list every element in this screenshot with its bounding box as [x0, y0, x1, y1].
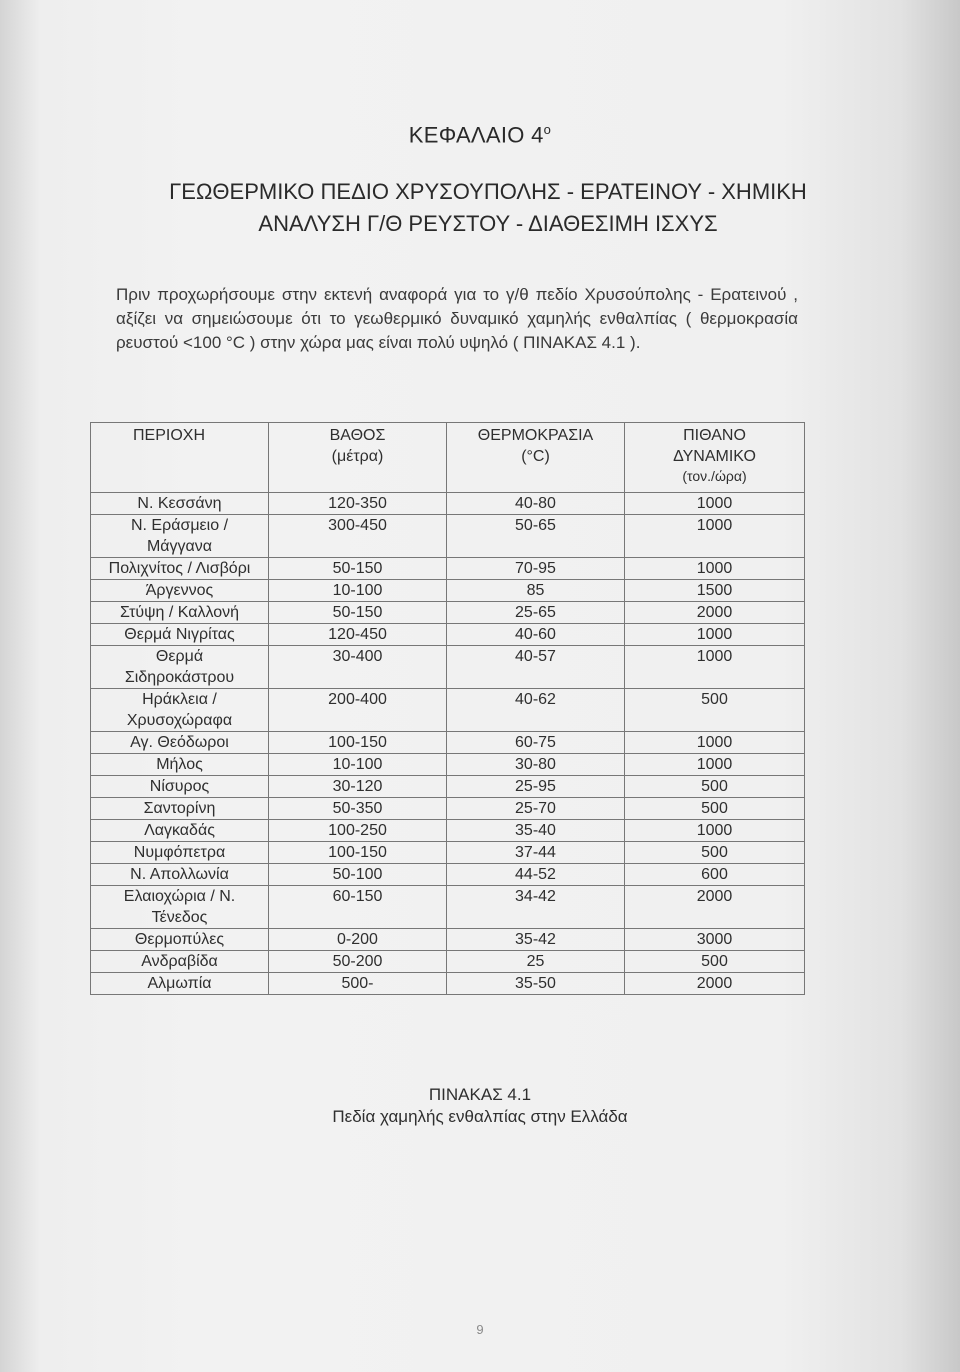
table-body [91, 493, 805, 995]
header-potential-line1: ΠΙΘΑΝΟ [683, 427, 746, 444]
temperature-cell: 34-42 [447, 886, 625, 929]
area-cell: Ν. Εράσμειο / Μάγγανα [91, 515, 269, 558]
header-potential [625, 423, 805, 493]
temperature-cell: 40-80 [447, 493, 625, 515]
area-cell: Μήλος [91, 754, 269, 776]
table-row [91, 624, 805, 646]
header-depth-line1: ΒΑΘΟΣ [329, 427, 386, 444]
area-cell: Λαγκαδάς [91, 820, 269, 842]
temperature-cell: 40-57 [447, 646, 625, 689]
temperature-cell: 85 [447, 580, 625, 602]
table-row [91, 929, 805, 951]
table-row [91, 754, 805, 776]
potential-cell: 500 [625, 689, 805, 732]
area-cell: Αγ. Θεόδωροι [91, 732, 269, 754]
table-row [91, 580, 805, 602]
potential-cell: 1000 [625, 624, 805, 646]
depth-cell: 500- [269, 973, 447, 995]
table-caption-text: Πεδία χαμηλής ενθαλπίας στην Ελλάδα [332, 1107, 628, 1126]
table-row [91, 602, 805, 624]
header-area-line1: ΠΕΡΙΟΧΗ [133, 427, 206, 444]
potential-cell: 2000 [625, 602, 805, 624]
potential-cell: 1000 [625, 646, 805, 689]
area-cell: Θερμά Σιδηροκάστρου [91, 646, 269, 689]
depth-cell: 50-350 [269, 798, 447, 820]
geothermal-fields-table [90, 422, 805, 995]
temperature-cell: 25-95 [447, 776, 625, 798]
depth-cell: 100-150 [269, 732, 447, 754]
temperature-cell: 25 [447, 951, 625, 973]
depth-cell: 120-450 [269, 624, 447, 646]
depth-cell: 50-150 [269, 558, 447, 580]
potential-cell: 1000 [625, 732, 805, 754]
header-temperature-line1: ΘΕΡΜΟΚΡΑΣΙΑ [477, 427, 594, 444]
potential-cell: 1000 [625, 493, 805, 515]
area-cell: Θερμοπύλες [91, 929, 269, 951]
table-row [91, 886, 805, 929]
area-cell: Στύψη / Καλλονή [91, 602, 269, 624]
table-row [91, 973, 805, 995]
area-cell: Ν. Απολλωνία [91, 864, 269, 886]
temperature-cell: 40-62 [447, 689, 625, 732]
temperature-cell: 37-44 [447, 842, 625, 864]
table-caption-number: ΠΙΝΑΚΑΣ 4.1 [428, 1085, 532, 1104]
header-temperature-line2: (°C) [521, 448, 550, 465]
potential-cell: 500 [625, 951, 805, 973]
section-title-line-1: ΓΕΩΘΕΡΜΙΚΟ ΠΕΔΙΟ ΧΡΥΣΟΥΠΟΛΗΣ - ΕΡΑΤΕΙΝΟΥ - ΧΗΜΙΚΗ [169, 179, 807, 204]
header-potential-line2: ΔΥΝΑΜΙΚΟ [673, 448, 756, 465]
header-depth-line2: (μέτρα) [331, 448, 384, 465]
potential-cell: 2000 [625, 973, 805, 995]
potential-cell: 1000 [625, 754, 805, 776]
temperature-cell: 70-95 [447, 558, 625, 580]
area-cell: Ανδραβίδα [91, 951, 269, 973]
temperature-cell: 50-65 [447, 515, 625, 558]
chapter-label: ΚΕΦΑΛΑΙΟ 4 [408, 122, 544, 148]
area-cell: Αλμωπία [91, 973, 269, 995]
area-cell: Σαντορίνη [91, 798, 269, 820]
area-cell: Άργεννος [91, 580, 269, 602]
table-row [91, 864, 805, 886]
table-row [91, 493, 805, 515]
depth-cell: 120-350 [269, 493, 447, 515]
area-cell: Θερμά Νιγρίτας [91, 624, 269, 646]
temperature-cell: 44-52 [447, 864, 625, 886]
table-header [91, 423, 805, 493]
potential-cell: 500 [625, 842, 805, 864]
table-row [91, 732, 805, 754]
area-cell: Πολιχνίτος / Λισβόρι [91, 558, 269, 580]
table-row [91, 515, 805, 558]
depth-cell: 200-400 [269, 689, 447, 732]
depth-cell: 10-100 [269, 754, 447, 776]
table-row [91, 842, 805, 864]
depth-cell: 100-150 [269, 842, 447, 864]
table-row [91, 558, 805, 580]
section-title-line-2: ΑΝΑΛΥΣΗ Γ/Θ ΡΕΥΣΤΟΥ - ΔΙΑΘΕΣΙΜΗ ΙΣΧΥΣ [258, 211, 718, 236]
depth-cell: 50-200 [269, 951, 447, 973]
temperature-cell: 60-75 [447, 732, 625, 754]
temperature-cell: 30-80 [447, 754, 625, 776]
potential-cell: 500 [625, 776, 805, 798]
depth-cell: 0-200 [269, 929, 447, 951]
potential-cell: 3000 [625, 929, 805, 951]
temperature-cell: 25-70 [447, 798, 625, 820]
table-row [91, 820, 805, 842]
table-header-row [91, 423, 805, 493]
table-row [91, 776, 805, 798]
area-cell: Νίσυρος [91, 776, 269, 798]
header-depth [269, 423, 447, 493]
depth-cell: 30-400 [269, 646, 447, 689]
area-cell: Ηράκλεια / Χρυσοχώραφα [91, 689, 269, 732]
depth-cell: 60-150 [269, 886, 447, 929]
depth-cell: 50-100 [269, 864, 447, 886]
potential-cell: 1000 [625, 820, 805, 842]
potential-cell: 1500 [625, 580, 805, 602]
temperature-cell: 25-65 [447, 602, 625, 624]
table-row [91, 689, 805, 732]
depth-cell: 10-100 [269, 580, 447, 602]
temperature-cell: 35-40 [447, 820, 625, 842]
depth-cell: 100-250 [269, 820, 447, 842]
page-number: 9 [476, 1322, 484, 1337]
area-cell: Νυμφόπετρα [91, 842, 269, 864]
header-potential-line3: (τον./ώρα) [682, 468, 747, 484]
chapter-heading [0, 122, 960, 148]
potential-cell: 1000 [625, 558, 805, 580]
potential-cell: 2000 [625, 886, 805, 929]
chapter-superscript: ο [543, 122, 552, 137]
potential-cell: 600 [625, 864, 805, 886]
header-area [91, 423, 269, 493]
potential-cell: 500 [625, 798, 805, 820]
table-row [91, 951, 805, 973]
area-cell: Ελαιοχώρια / Ν. Τένεδος [91, 886, 269, 929]
area-cell: Ν. Κεσσάνη [91, 493, 269, 515]
temperature-cell: 35-42 [447, 929, 625, 951]
depth-cell: 30-120 [269, 776, 447, 798]
intro-paragraph: Πριν προχωρήσουμε στην εκτενή αναφορά για το γ/θ πεδίο Χρυσούπολης - Ερατεινού , αξίζει να σημειώσουμε ότι το γεωθερμικό δυναμικό χαμηλής ενθαλπίας ( θερμοκρασία ρευστού <100 °C ) στην χώρα μας είναι πολύ υψηλό ( ΠΙΝΑΚΑΣ 4.1 ). [116, 285, 798, 352]
temperature-cell: 40-60 [447, 624, 625, 646]
temperature-cell: 35-50 [447, 973, 625, 995]
depth-cell: 50-150 [269, 602, 447, 624]
header-temperature [447, 423, 625, 493]
table-row [91, 798, 805, 820]
depth-cell: 300-450 [269, 515, 447, 558]
potential-cell: 1000 [625, 515, 805, 558]
table-row [91, 646, 805, 689]
